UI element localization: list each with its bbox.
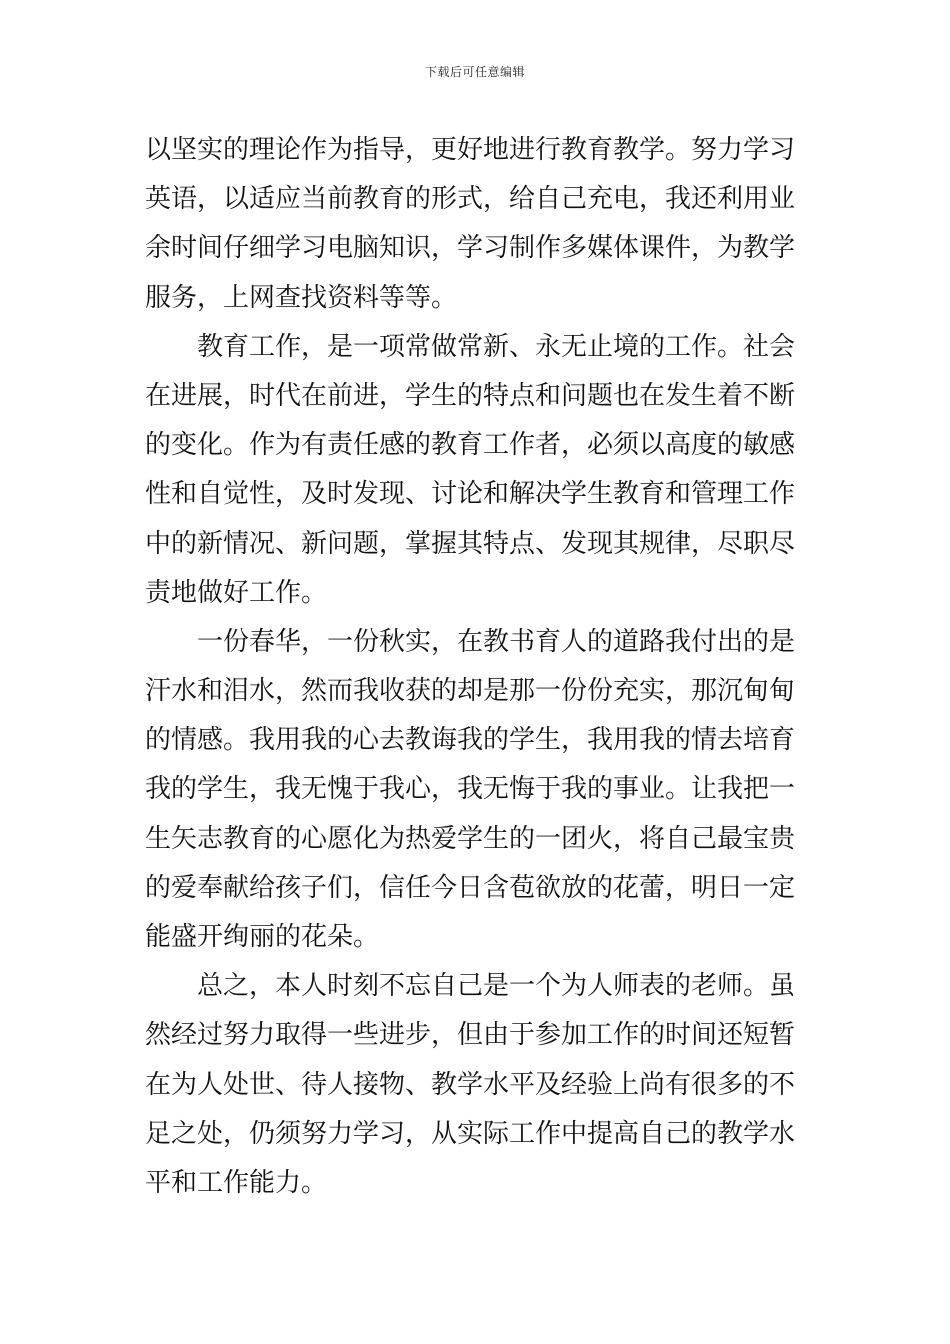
text-line: 在为人处世、待人接物、教学水平及经验上尚有很多的不 (145, 1069, 796, 1100)
text-line: 责地做好工作。 (145, 577, 328, 608)
text-line: 余时间仔细学习电脑知识，学习制作多媒体课件，为教学 (145, 233, 796, 264)
paragraph (145, 962, 807, 1208)
text-line: 总之，本人时刻不忘自己是一个为人师表的老师。虽 (197, 971, 796, 1002)
text-line: 足之处，仍须努力学习，从实际工作中提高自己的教学水 (145, 1118, 796, 1149)
text-line: 以坚实的理论作为指导，更好地进行教育教学。努力学习 (145, 135, 796, 165)
text-line: 性和自觉性，及时发现、讨论和解决学生教育和管理工作 (145, 479, 796, 510)
text-line: 我的学生，我无愧于我心，我无悔于我的事业。让我把一 (145, 774, 796, 805)
paragraph (145, 323, 807, 618)
text-line: 生矢志教育的心愿化为热爱学生的一团火，将自己最宝贵 (145, 823, 796, 854)
text-line: 一份春华，一份秋实，在教书育人的道路我付出的是 (197, 626, 796, 657)
text-line: 中的新情况、新问题，掌握其特点、发现其规律，尽职尽 (145, 528, 796, 559)
text-line: 然经过努力取得一些进步，但由于参加工作的时间还短暂 (145, 1020, 796, 1051)
text-line: 服务，上网查找资料等等。 (145, 282, 458, 313)
text-line: 汗水和泪水，然而我收获的却是那一份份充实，那沉甸甸 (145, 676, 796, 707)
text-line: 教育工作，是一项常做常新、永无止境的工作。社会 (197, 331, 796, 362)
text-line: 的变化。作为有责任感的教育工作者，必须以高度的敏感 (145, 430, 796, 461)
text-line: 能盛开绚丽的花朵。 (145, 922, 380, 952)
text-line: 的情感。我用我的心去教诲我的学生，我用我的情去培育 (145, 725, 796, 756)
paragraph (145, 126, 807, 323)
text-line: 在进展，时代在前进，学生的特点和问题也在发生着不断 (145, 380, 796, 411)
text-line: 平和工作能力。 (145, 1167, 328, 1198)
document-body (145, 126, 807, 1208)
page-header: 下载后可任意编辑 (424, 65, 525, 79)
text-line: 英语，以适应当前教育的形式，给自己充电，我还利用业 (145, 184, 796, 215)
text-line: 的爱奉献给孩子们，信任今日含苞欲放的花蕾，明日一定 (145, 872, 796, 903)
paragraph (145, 618, 807, 962)
